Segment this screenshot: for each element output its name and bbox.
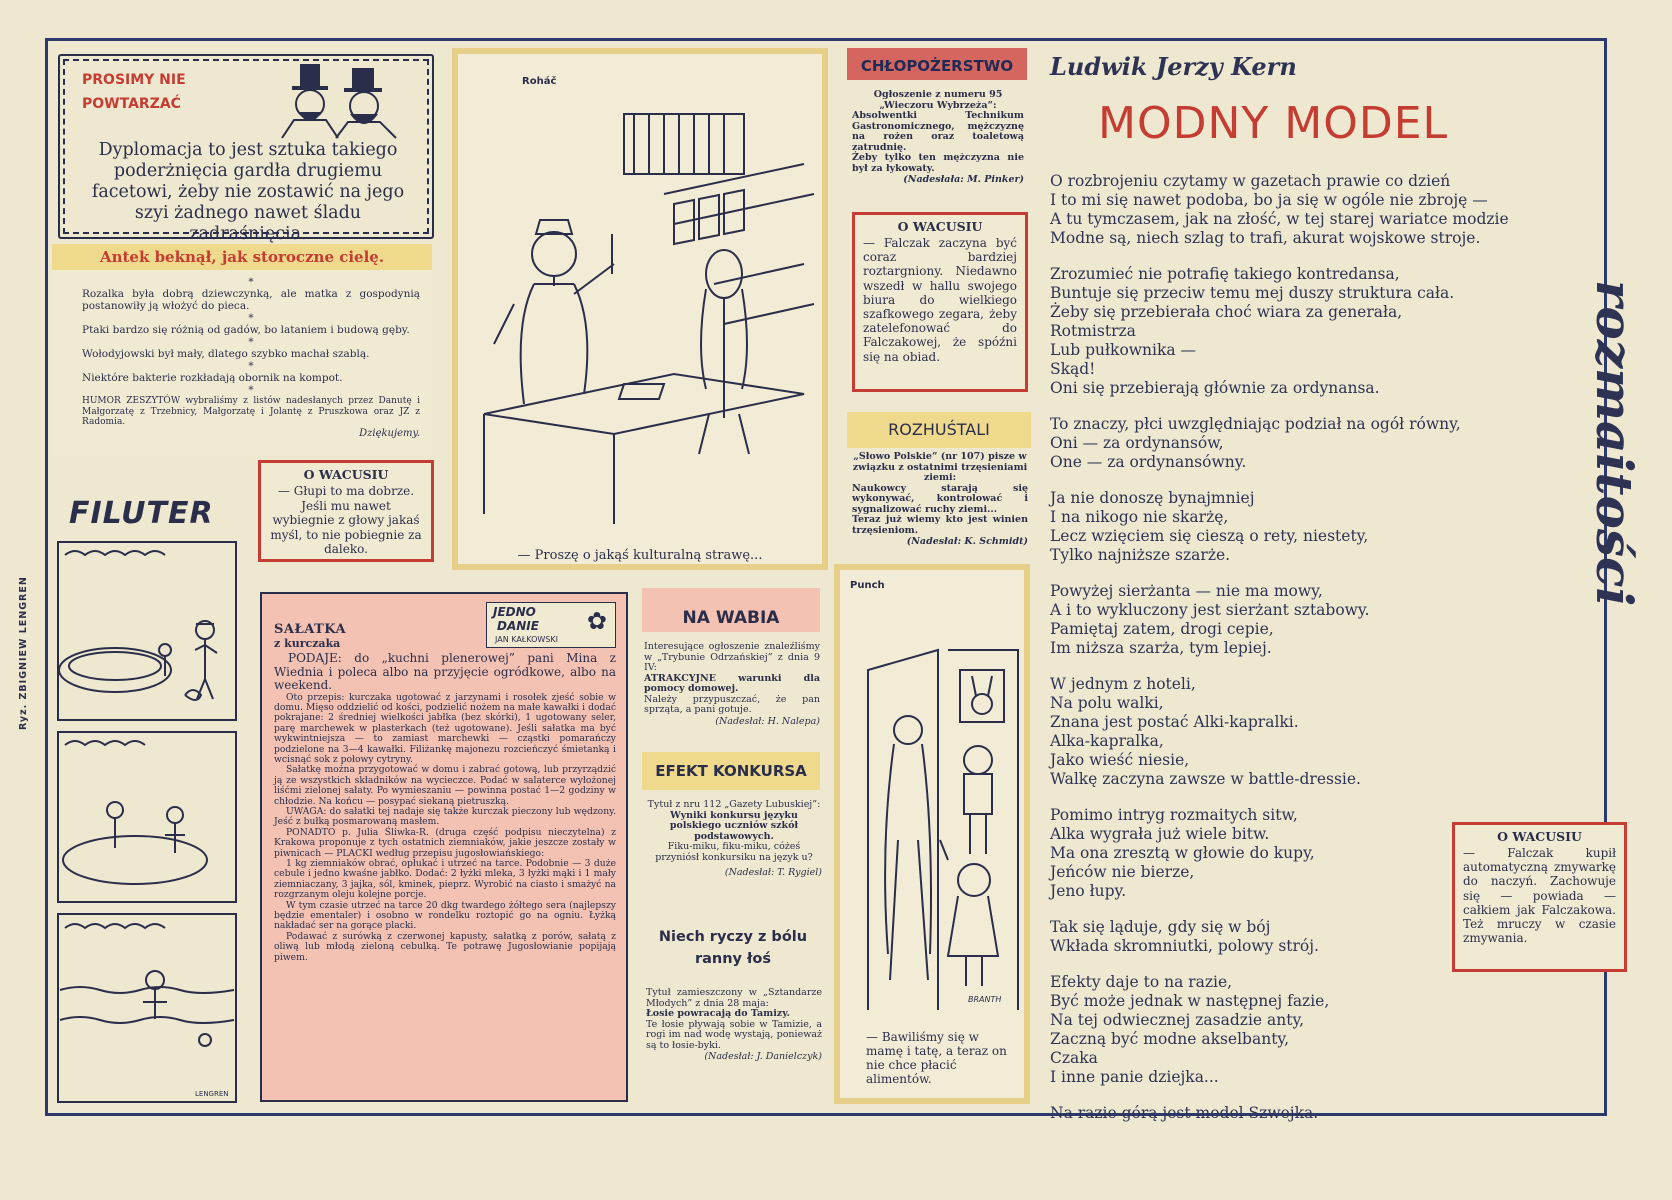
poem-line: One — za ordynansówny. bbox=[1050, 453, 1247, 471]
jedno-danie-logo: JEDNO DANIE JAN KAŁKOWSKI ✿ bbox=[486, 602, 616, 648]
wacus-title: O WACUSIU bbox=[1497, 829, 1582, 844]
poem-line: Rotmistrza bbox=[1050, 322, 1136, 340]
rozh-body: „Słowo Polskie” (nr 107) pisze w związku z ostatnimi trzęsieniami ziemi: Naukowcy starają się wykonywać, kontrolować i sygnalizować ruchy ziemi... Teraz już wiemy kto jest winien trzęsieniom. (Nadesłał: K. Schmidt) bbox=[852, 451, 1028, 547]
poem-line: Na tej odwiecznej zasadzie anty, bbox=[1050, 1011, 1305, 1029]
wacus-box-2 bbox=[852, 212, 1028, 392]
poem-line: Alka-kapralka, bbox=[1050, 732, 1164, 750]
wabia-header: NA WABIA bbox=[642, 588, 820, 632]
wacus-box-3 bbox=[1452, 822, 1627, 972]
antek-item: Niektóre bakterie rozkładają obornik na kompot. bbox=[82, 372, 343, 384]
poem-stanza bbox=[1050, 172, 1550, 248]
poem-stanza bbox=[1050, 415, 1550, 472]
flower-icon: ✿ bbox=[586, 607, 607, 635]
poem-line: Modne są, niech szlag to trafi, akurat wojskowe stroje. bbox=[1050, 229, 1481, 247]
wacus-title: O WACUSIU bbox=[303, 467, 389, 482]
efekt-header: EFEKT KONKURSA bbox=[642, 752, 820, 790]
antek-item: Ptaki bardzo się różnią od gadów, bo lataniem i budową gęby. bbox=[82, 324, 410, 336]
poem-line: Znana jest postać Alki-kapralki. bbox=[1050, 713, 1299, 731]
poem-line: Pamiętaj zatem, drogi cepie, bbox=[1050, 620, 1274, 638]
poem-stanza bbox=[1050, 489, 1550, 565]
poem-line: Tylko najniższe szarże. bbox=[1050, 546, 1231, 564]
side-credit: Ryz. ZBIGNIEW LENGREN bbox=[18, 576, 29, 730]
antek-thanks: Dziękujemy. bbox=[359, 427, 420, 439]
poem-line: Tak się ląduje, gdy się w bój bbox=[1050, 918, 1271, 936]
antek-body: * Rozalka była dobrą dziewczynką, ale matka z gospodynią postanowiły ją włożyć do pieca. * Ptaki bardzo się różnią od gadów, bo lataniem i budową gęby. * Wołodyjowski był mały, dlatego szybko machał szablą. * Niektóre bakterie rozkładają obornik na kompot. * HUMOR ZESZYTÓW wybraliśmy z listów nadesłanych przez Danutę i Małgorzatę z Trzebnicy, Małgorzatę i Jolantę z Pruszkowa oraz JZ z Radomia. Dziękujemy. bbox=[52, 270, 432, 456]
poem-line: Skąd! bbox=[1050, 360, 1096, 378]
poem-line: Jako wieść niesie, bbox=[1050, 751, 1190, 769]
efekt-body: Tytuł z nru 112 „Gazety Lubuskiej”: Wyniki konkursu języku polskiego uczniów szkół podstawowych. Fiku-miku, fiku-miku, cóżeś przyniósł konkursiku na język u? (Nadesłał: T. Rygiel) bbox=[647, 799, 822, 878]
poem-stanza bbox=[1050, 265, 1550, 398]
wacus-text: — Falczak kupił automatyczną zmywarkę do naczyń. Zachowuje się — powiada — całkiem jak Falczakowa. Też mruczy w czasie zmywania. bbox=[1463, 846, 1616, 946]
poem-line: Lub pułkownika — bbox=[1050, 341, 1197, 359]
cartoon-source: Punch bbox=[850, 580, 885, 591]
wacus-box-1 bbox=[258, 460, 434, 562]
niech-body: Tytuł zamieszczony w „Sztandarze Młodych” z dnia 28 maja: Łosie powracają do Tamizy. Te łosie pływają sobie w Tamizie, a rogi im nad wodę wystają, ponieważ są to łosie-byki. (Nadesłał: J. Danielczyk) bbox=[646, 987, 822, 1062]
poem-line: I na nikogo nie skarżę, bbox=[1050, 508, 1229, 526]
salatka-subtitle: z kurczaka bbox=[274, 637, 341, 650]
restaurant-bookshop-cartoon bbox=[474, 84, 810, 524]
poem-line: Im niższa szarża, tym lepiej. bbox=[1050, 639, 1272, 657]
prosimy-box bbox=[58, 54, 434, 244]
cartoon-caption: — Proszę o jakąś kulturalną strawę... bbox=[517, 548, 763, 563]
poem-line: Na polu walki, bbox=[1050, 694, 1164, 712]
poem-line: Ja nie donoszę bynajmniej bbox=[1050, 489, 1255, 507]
filuter-signature: LENGREN bbox=[195, 1090, 229, 1098]
poem-line: Zaczną być modne akselbanty, bbox=[1050, 1030, 1290, 1048]
cartoon-signature: BRANTH bbox=[968, 995, 1002, 1004]
wacus-text: — Falczak zaczyna być coraz bardziej roztargniony. Niedawno wszedł w hallu swojego biura do wielkiego szafkowego zegara, żeby zatelefonować do Falczakowej, że spóźni się na obiad. bbox=[863, 236, 1017, 364]
cartoon-caption: — Bawiliśmy się w mamę i tatę, a teraz on nie chce płacić alimentów. bbox=[866, 1030, 1007, 1086]
poem-line: Oni — za ordynansów, bbox=[1050, 434, 1224, 452]
antek-note: HUMOR ZESZYTÓW wybraliśmy z listów nadesłanych przez Danutę i Małgorzatę z Trzebnicy, Małgorzatę i Jolantę z Pruszkowa oraz JZ z Radomia. bbox=[82, 396, 420, 427]
poem-line: A tu tymczasem, jak na złość, w tej starej wariatce modzie bbox=[1050, 210, 1509, 228]
poem-stanza bbox=[1050, 1104, 1550, 1123]
poem-line: Jeńców nie bierze, bbox=[1050, 863, 1195, 881]
prosimy-title: PROSIMY NIE POWTARZAĆ bbox=[82, 72, 186, 112]
poem-line: To znaczy, płci uwzględniając podział na ogół równy, bbox=[1050, 415, 1461, 433]
poem-line: A i to wykluczony jest sierżant sztabowy. bbox=[1050, 601, 1370, 619]
poem-title: MODNY MODEL bbox=[1098, 98, 1449, 149]
poem-line: Walkę zaczyna zawsze w battle-dressie. bbox=[1050, 770, 1361, 788]
poem-line: Jeno łupy. bbox=[1050, 882, 1127, 900]
niech-title: Niech ryczy z bólu ranny łoś bbox=[658, 929, 808, 967]
cartoon-rohac bbox=[452, 48, 828, 570]
poem-line: Być może jednak w następnej fazie, bbox=[1050, 992, 1330, 1010]
antek-item: Rozalka była dobrą dziewczynką, ale matka z gospodynią postanowiły ją włożyć do pieca. bbox=[82, 288, 420, 312]
poem-line: Ma ona zresztą w głowie do kupy, bbox=[1050, 844, 1315, 862]
poem-line: Lecz wzięciem się cieszą o rety, niestety, bbox=[1050, 527, 1369, 545]
poem-line: Alka wygrała już wiele bitw. bbox=[1050, 825, 1270, 843]
poem-line: Oni się przebierają głównie za ordynansa. bbox=[1050, 379, 1380, 397]
poem-line: Pomimo intryg rozmaitych sitw, bbox=[1050, 806, 1298, 824]
poem-line: Czaka bbox=[1050, 1049, 1098, 1067]
filuter-strip bbox=[55, 480, 240, 1105]
chlop-body: Ogłoszenie z numeru 95 „Wieczoru Wybrzeża”: Absolwentki Technikum Gastronomicznego, mężczyznę na rożen oraz toaletową zatrudnię. Żeby tylko ten mężczyzna nie był za łykowaty. (Nadesłała: M. Pinker) bbox=[852, 89, 1024, 185]
door-family-cartoon bbox=[848, 610, 1024, 1010]
two-gentlemen-illustration bbox=[272, 60, 412, 138]
antek-item: Wołodyjowski był mały, dlatego szybko machał szablą. bbox=[82, 348, 370, 360]
salatka-box: JEDNO DANIE JAN KAŁKOWSKI ✿ SAŁATKA z kurczaka PODAJE: do „kuchni plenerowej” pani Mina z Wiednia i poleca albo na przyjęcie ogródkowe, albo na weekend. Oto przepis: kurczaka ugotować z jarzynami i rosołek zjeść sobie w domu. Mięso oddzielić od kości, podzielić nożem na małe kawałki i dodać pokrajane: 2 średniej wielkości jabłka (bez skórki), 1 ugotowany seler, parę marchewek w plasterkach (też ugotowane). Jeśli sałatka ma być wykwintniejsza — to zamiast marchewki — cząstki pomarańczy podzielone na 3—4 kawałki. Filiżankę majonezu rozcieńczyć śmietanką i wcisnąć sok z połowy cytryny. Sałatkę można przygotować w domu i zabrać gotową, lub przyrządzić ją ze wszystkich składników na wycieczce. Podać w salaterce wyłożonej liśćmi zielonej sałaty. Po wymieszaniu — powinna postać 1—2 godziny w chłodzie. Na końcu — posypać siekaną pietruszką. UWAGA: do sałatki tej nadaje się także kurczak pieczony lub wędzony. Jeść z bułką posmarowaną masłem. PONADTO p. Julia Śliwka-R. (druga część podpisu nieczytelna) z Krakowa proponuje z tych ostatnich ziemniaków, jakie jeszcze zostały w piwnicach — PLACKI według przepisu jugosłowiańskiego: 1 kg ziemniaków obrać, opłukać i utrzeć na tarce. Podobnie — 3 duże cebule i jedno kwaśne jabłko. Dodać: 2 łyżki mleka, 3 łyżki mąki i 1 mały ziemniaczany, 3 jajka, sól, kminek, pieprz. Wyrobić na ciasto i smażyć na rozgrzanym oleju kolejne porcje. W tym czasie utrzeć na tarce 20 dkg twardego żółtego sera (najlepszy będzie ementaler) i osobno w rondelku roztopić go na ogniu. Łyżką nakładać ser na gorące placki. Podawać z surówką z czerwonej kapusty, sałatką z porów, sałatą z oliwą lub młodą zieloną cebulką. Te potrawę Jugosłowianie popijają piwem. bbox=[260, 592, 628, 1102]
wabia-body: Interesujące ogłoszenie znaleźliśmy w „Trybunie Odrzańskiej” z dnia 9 IV: ATRAKCYJNE warunki dla pomocy domowej. Należy przypuszczać, że pan sprząta, a pani gotuje. (Nadesłał: H. Nalepa) bbox=[644, 641, 820, 727]
poem-line: Na razie górą jest model Szwejka. bbox=[1050, 1104, 1319, 1122]
chlop-header: CHŁOPOŻERSTWO bbox=[847, 48, 1027, 80]
poem-line: Powyżej sierżanta — nie ma mowy, bbox=[1050, 582, 1323, 600]
filuter-title: FILUTER bbox=[69, 496, 214, 531]
poem-line: Buntuje się przeciw temu mej duszy struktura cała. bbox=[1050, 284, 1455, 302]
poem-line: O rozbrojeniu czytamy w gazetach prawie co dzień bbox=[1050, 172, 1451, 190]
rozh-header: ROZHUŚTALI bbox=[847, 412, 1031, 448]
poem-stanza bbox=[1050, 973, 1550, 1087]
cartoon-punch bbox=[834, 564, 1030, 1104]
prosimy-text: Dyplomacja to jest sztuka takiego poderżnięcia gardła drugiemu facetowi, żeby nie zostawić na jego szyi żadnego nawet śladu zadraśnięcia. bbox=[91, 140, 405, 244]
wacus-title: O WACUSIU bbox=[897, 219, 983, 234]
salatka-title: SAŁATKA bbox=[274, 622, 347, 637]
poem-line: Efekty daje to na razie, bbox=[1050, 973, 1233, 991]
poem-author: Ludwik Jerzy Kern bbox=[1050, 52, 1297, 81]
poem-line: I to mi się nawet podoba, bo ja się w ogóle nie zbroję — bbox=[1050, 191, 1488, 209]
poem-line: W jednym z hoteli, bbox=[1050, 675, 1196, 693]
poem-stanza bbox=[1050, 582, 1550, 658]
filuter-comic-panels bbox=[55, 540, 240, 1105]
poem-stanza bbox=[1050, 675, 1550, 789]
poem-line: Wkłada skromniutki, polowy strój. bbox=[1050, 937, 1319, 955]
wacus-text: — Głupi to ma dobrze. Jeśli mu nawet wybiegnie z głowy jakaś myśl, to nie pobiegnie za daleko. bbox=[270, 484, 422, 556]
poem-line: I inne panie dziejka... bbox=[1050, 1068, 1219, 1086]
rozmaitosci-vertical: rozmaitości bbox=[1585, 280, 1644, 607]
antek-title: Antek beknął, jak storoczne cielę. bbox=[99, 248, 385, 266]
poem-line: Zrozumieć nie potrafię takiego kontredansa, bbox=[1050, 265, 1400, 283]
cartoon-source: Roháč bbox=[522, 76, 557, 87]
poem-line: Żeby się przebierała choć wiara za generała, bbox=[1050, 303, 1403, 321]
